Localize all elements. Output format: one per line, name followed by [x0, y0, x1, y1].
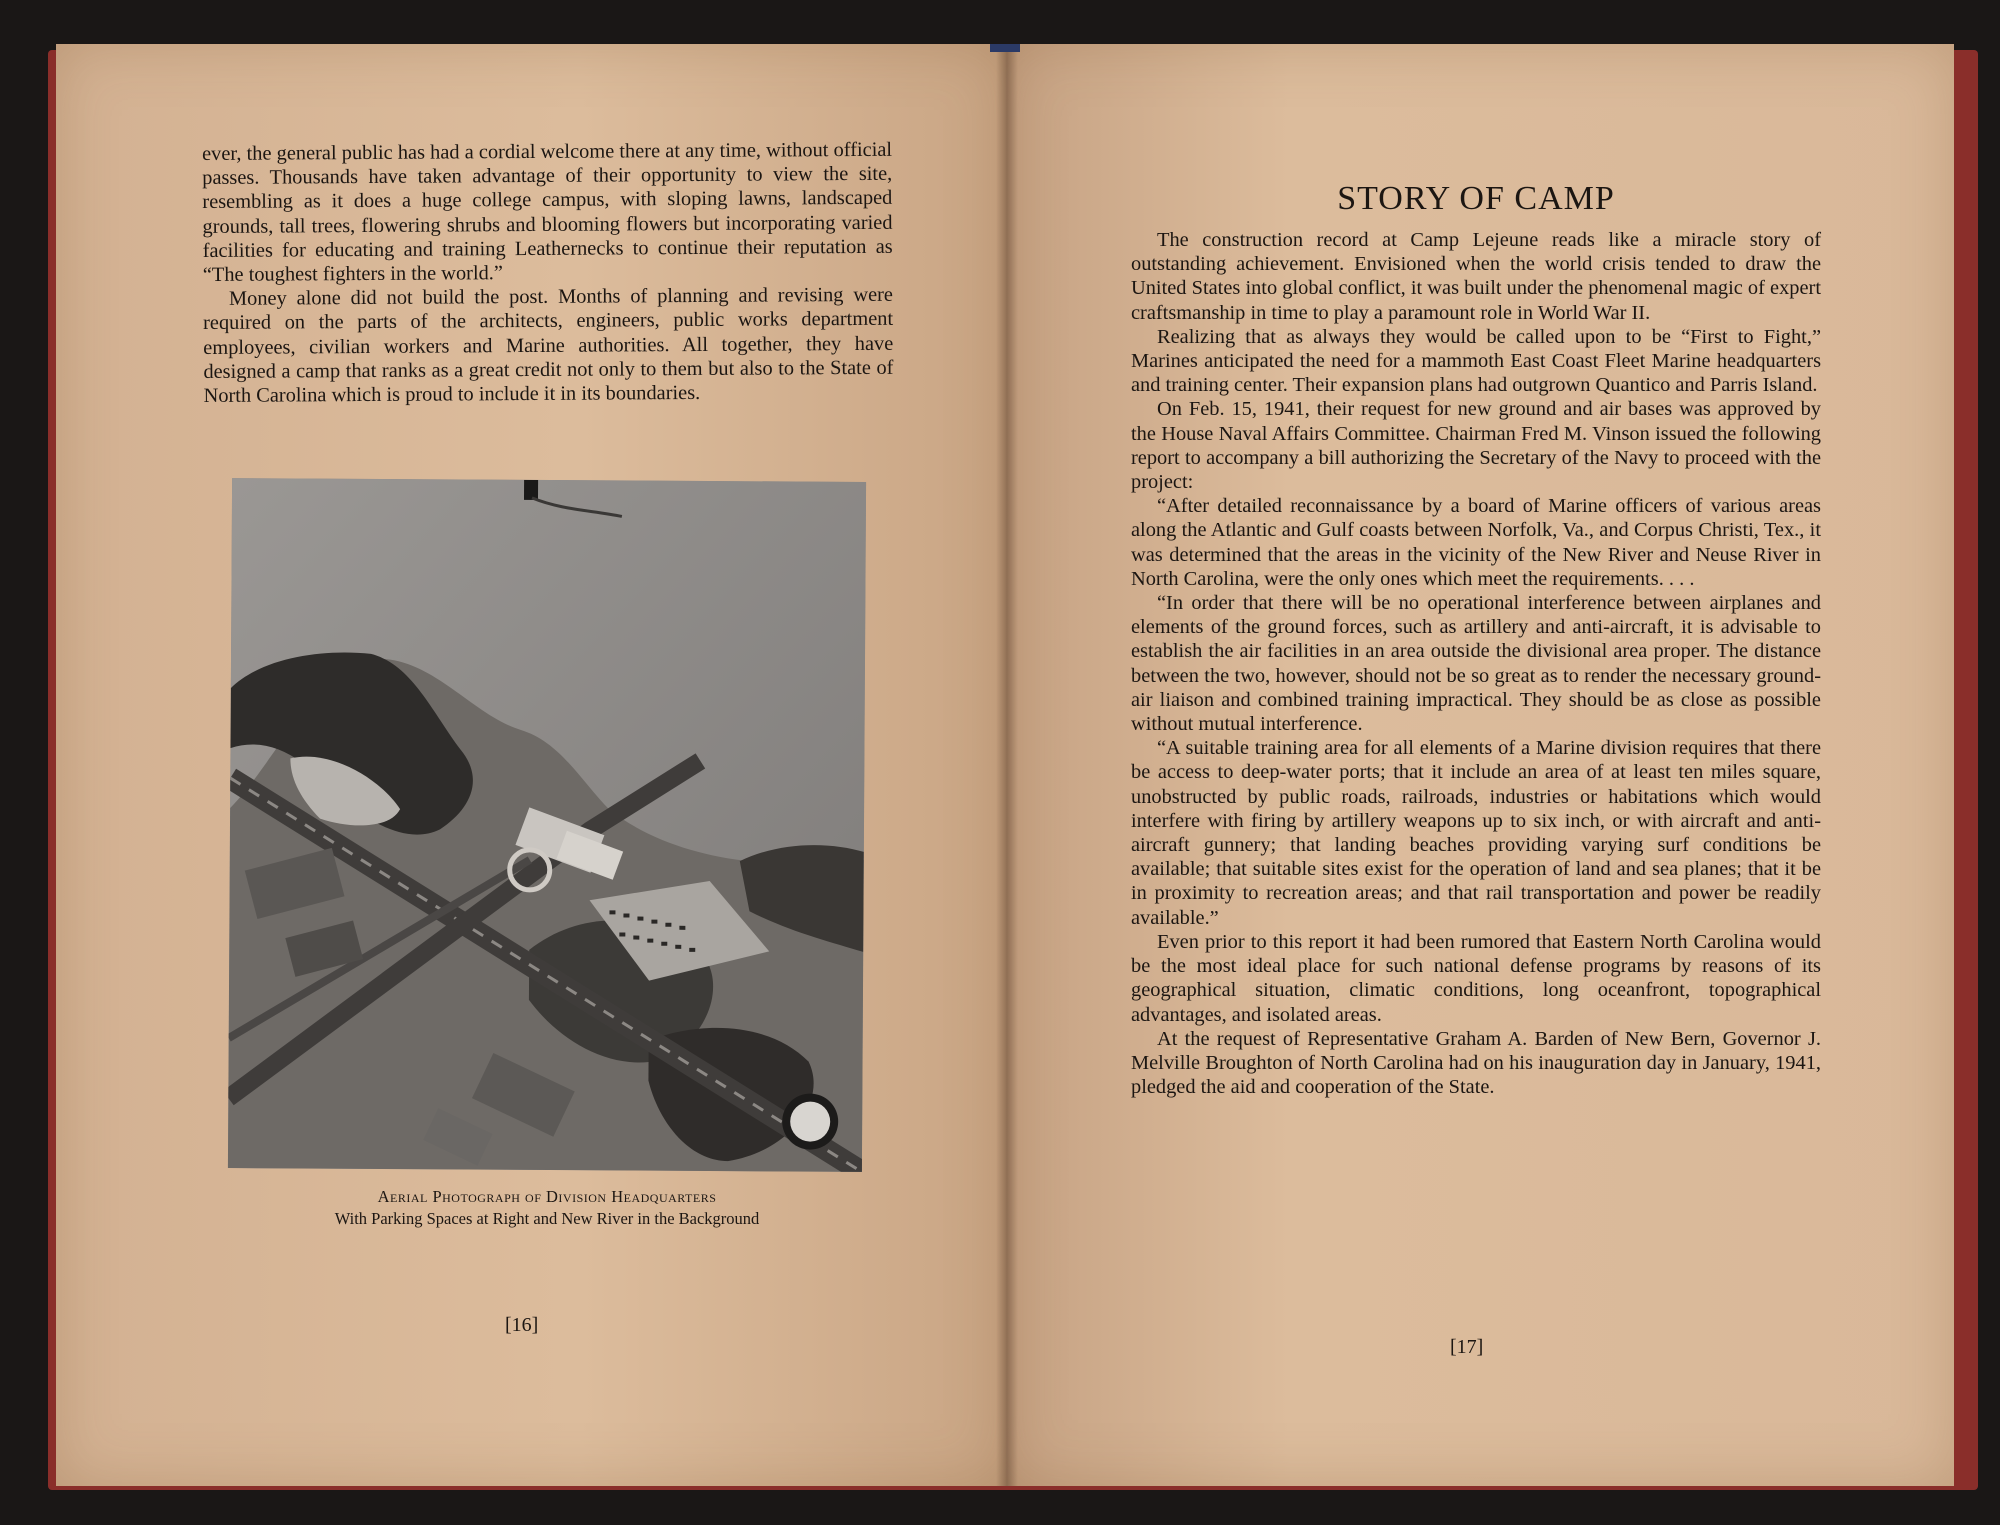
book-gutter [996, 44, 1018, 1486]
left-paragraph: Money alone did not build the post. Months of planning and revising were required on the parts of the architects, engineers, public works department employees, civilian workers and Marine authorities. All together, they have designed a camp that ranks as a great credit not only to them but also to the State of North Carolina which is proud to include it in its boundaries. [203, 284, 894, 408]
spine-binding [990, 44, 1020, 52]
aerial-photograph [228, 478, 866, 1172]
chapter-title: STORY OF CAMP [1337, 180, 1615, 217]
left-page-number: [16] [505, 1314, 539, 1336]
right-paragraph: Even prior to this report it had been rumored that Eastern North Carolina would be the most ideal place for such national defense programs by reasons of its geographical situation, climatic conditions, long oceanfront, topographical advantages, and isolated areas. [1131, 930, 1821, 1026]
right-paragraph: “In order that there will be no operational interference between airplanes and elements of the ground forces, such as artillery and anti-aircraft, it is advisable to establish the air facilities in an area outside the divisional area proper. The distance between the two, however, should not be so great as to render the necessary ground-air liaison and combined training impractical. They should be as close as possible without mutual interference. [1131, 592, 1821, 736]
right-paragraph: “After detailed reconnaissance by a board of Marine officers of various areas along the Atlantic and Gulf coasts between Norfolk, Va., and Corpus Christi, Tex., it was determined that the areas in the vicinity of the New River and Neuse River in North Carolina, were the only ones which meet the requirements. . . . [1131, 495, 1821, 590]
caption-subtitle: With Parking Spaces at Right and New River in the Background [334, 1209, 760, 1228]
right-paragraph: At the request of Representative Graham A. Barden of New Bern, Governor J. Melville Broughton of North Carolina had on his inauguration day in January, 1941, pledged the aid and cooperation of the State. [1131, 1027, 1821, 1099]
right-paragraph: “A suitable training area for all elements of a Marine division requires that there be access to deep-water ports; that it include an area of at least ten miles square, unobstructed by public roads, railroads, industries or habitations which would interfere with firing by artillery weapons up to six inch, or with aircraft and anti-aircraft gunnery; that landing beaches providing varying surf conditions be available; that suitable sites exist for the operation of land and sea planes; that it be in proximity to recreation areas; and that rail transportation and power be readily available.” [1131, 737, 1821, 929]
right-paragraph: The construction record at Camp Lejeune reads like a miracle story of outstanding achievement. Envisioned when the world crisis tended to draw the United States into global conflict, it was built under the phenomenal magic of expert craftsmanship in time to play a paramount role in World War II. [1131, 229, 1821, 324]
left-paragraph: ever, the general public has had a cordial welcome there at any time, without official passes. Thousands have taken advantage of their opportunity to view the site, resembling as it does a huge college campus, with sloping lawns, landscaped grounds, tall trees, flowering shrubs and blooming flowers but incorporating varied facilities for educating and training Leathernecks to continue their reputation as “The toughest fighters in the world.” [202, 138, 893, 287]
right-paragraph: Realizing that as always they would be called upon to be “First to Fight,” Marines anticipated the need for a mammoth East Coast Fleet Marine headquarters and training center. Their expansion plans had outgrown Quantico and Parris Island. [1131, 325, 1821, 397]
right-page-number: [17] [1450, 1336, 1484, 1358]
right-page-body [1131, 228, 1821, 1099]
right-paragraph: On Feb. 15, 1941, their request for new ground and air bases was approved by the House Naval Affairs Committee. Chairman Fred M. Vinson issued the following report to accompany a bill authorizing the Secretary of the Navy to proceed with the project: [1131, 398, 1821, 494]
left-page-body [202, 138, 894, 408]
photo-caption [240, 1186, 854, 1230]
caption-title: Aerial Photograph of Division Headquarters [377, 1187, 717, 1206]
